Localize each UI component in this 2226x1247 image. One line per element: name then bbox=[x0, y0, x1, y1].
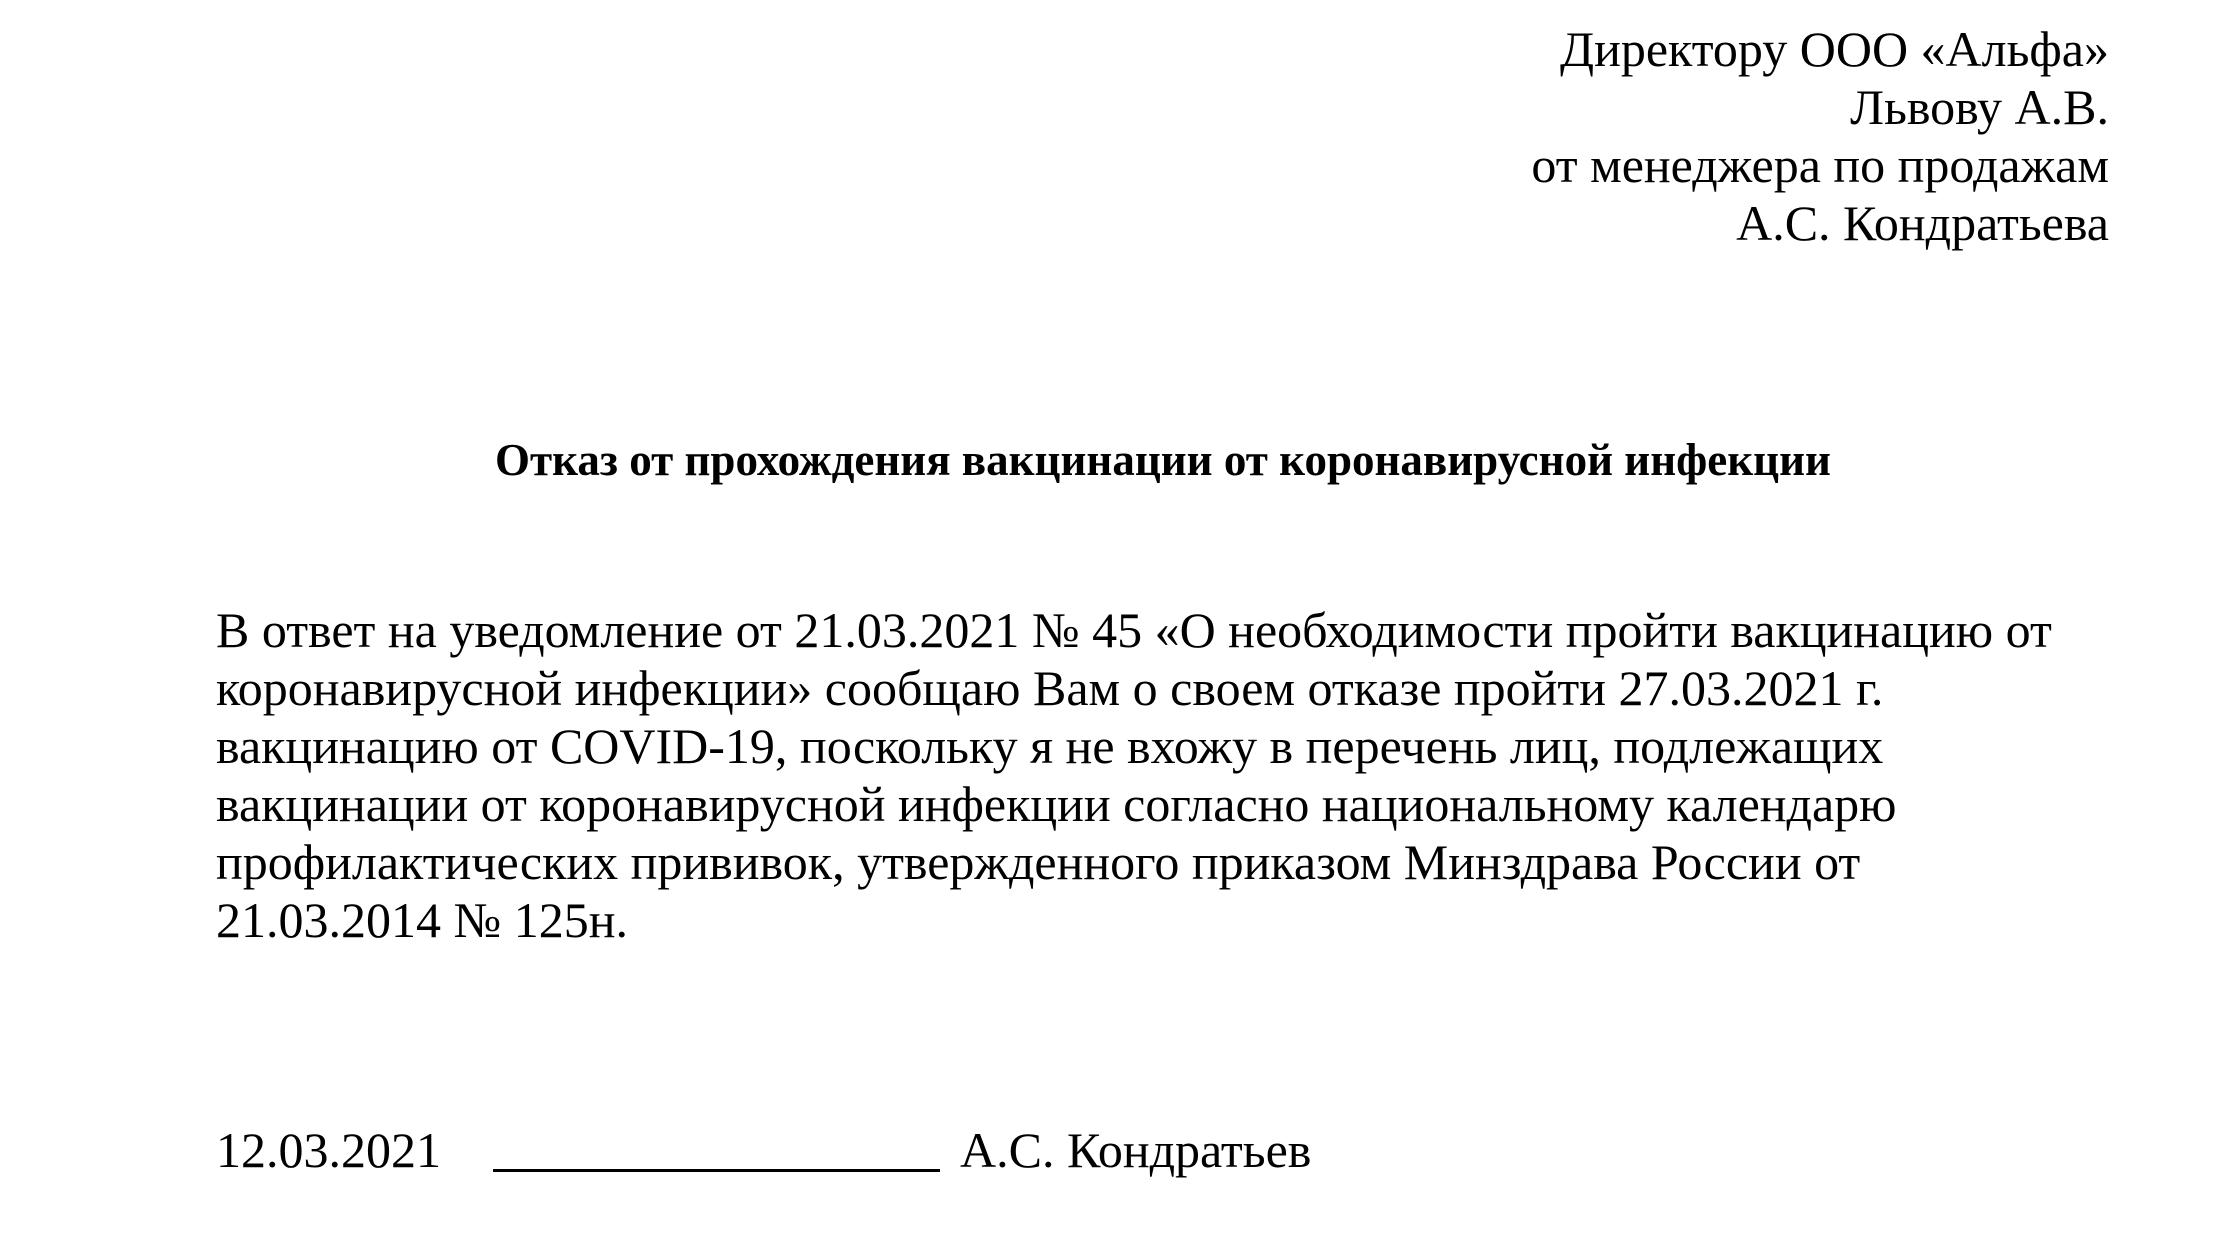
signature-line bbox=[493, 1169, 940, 1172]
body-line: вакцинацию от COVID-19, поскольку я не вхожу в перечень лиц, подлежащих bbox=[216, 718, 1884, 774]
addressee-line-from: от менеджера по продажам bbox=[1531, 137, 2109, 193]
body-line: профилактических прививок, утвержденного приказом Минздрава России от bbox=[216, 834, 1861, 890]
document-title: Отказ от прохождения вакцинации от коронавирусной инфекции bbox=[495, 435, 1831, 485]
addressee-block bbox=[1531, 20, 2109, 252]
addressee-line-director: Директору ООО «Альфа» bbox=[1560, 21, 2109, 77]
body-line: 21.03.2014 № 125н. bbox=[216, 892, 628, 948]
body-line: В ответ на уведомление от 21.03.2021 № 45 «О необходимости пройти вакцинацию от bbox=[216, 602, 2052, 658]
addressee-line-name: Львову А.В. bbox=[1850, 79, 2109, 135]
signature-name: А.С. Кондратьев bbox=[960, 1122, 1312, 1178]
body-paragraph bbox=[216, 601, 2052, 949]
body-line: коронавирусной инфекции» сообщаю Вам о своем отказе пройти 27.03.2021 г. bbox=[216, 660, 1884, 716]
body-line: вакцинации от коронавирусной инфекции согласно национальному календарю bbox=[216, 776, 1897, 832]
signature-date: 12.03.2021 bbox=[216, 1122, 441, 1178]
addressee-line-sender: А.С. Кондратьева bbox=[1736, 195, 2109, 251]
